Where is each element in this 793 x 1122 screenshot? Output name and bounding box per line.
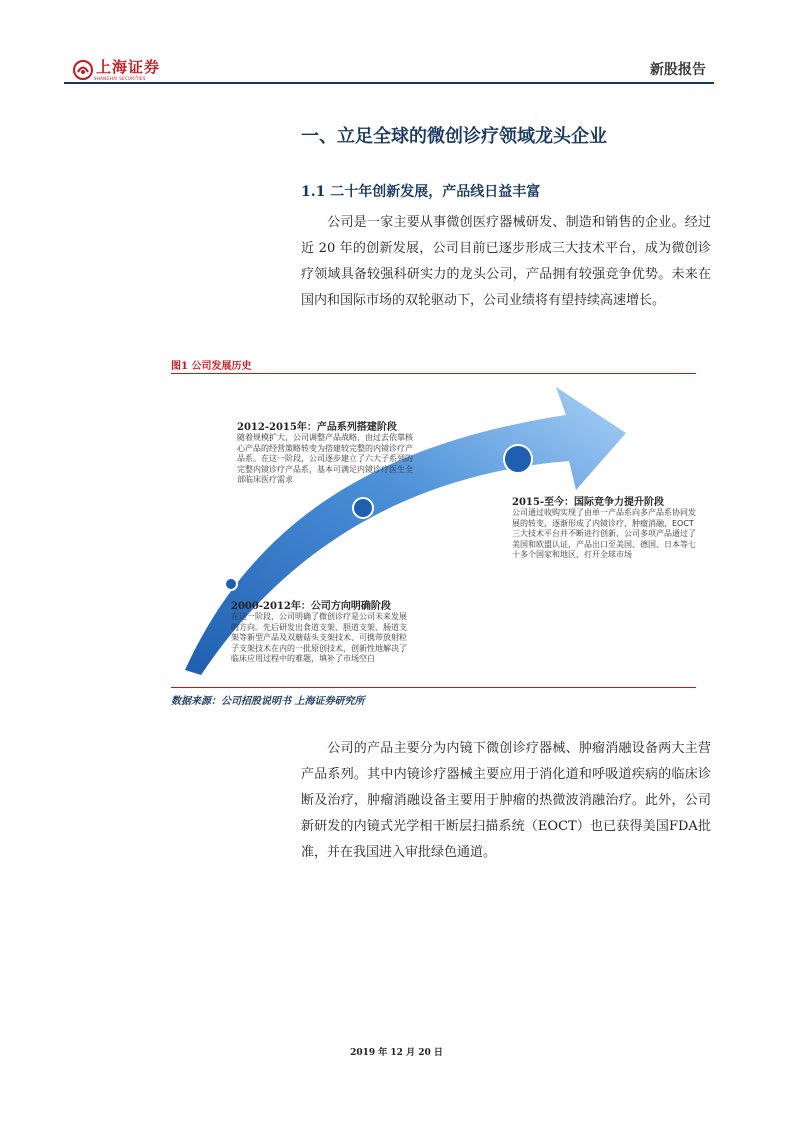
stage-2015-present — [512, 493, 696, 561]
stage-description: 公司通过收购实现了由单一产品系向多产品系协同发展的转变，逐渐形成了内镜诊疗、肿瘤消融、EOCT三大技术平台并不断进行创新，公司多项产品通过了美国和欧盟认证，产品出口至美国、德国、日本等七十多个国家和地区，打开全球市场 — [512, 508, 696, 559]
intro-paragraph — [301, 210, 711, 314]
intro-paragraph-text: 公司是一家主要从事微创医疗器械研发、制造和销售的企业。经过近 20 年的创新发展，公司目前已逐步形成三大技术平台，成为微创诊疗领域具备较强科研实力的龙头公司，产品拥有较强竞争优势。未来在国内和国际市场的双轮驱动下，公司业绩将有望持续高速增长。 — [301, 215, 711, 308]
stage-description: 在这一阶段，公司明确了微创诊疗是公司未来发展的方向。先后研发出食道支架、胆道支架、肠道支架等新型产品及双蘑菇头支架技术、可携带放射粒子支架技术在内的一批原创技术，创新性地解决了临床应用过程中的难题，填补了市场空白 — [231, 612, 407, 663]
stage-2012-2015 — [237, 418, 415, 486]
milestone-dot-2015 — [504, 445, 532, 473]
stage-title: 2000-2012年：公司方向明确阶段 — [231, 601, 391, 612]
stage-title: 2012-2015年：产品系列搭建阶段 — [237, 422, 397, 433]
figure-label: 图1 公司发展历史 — [171, 361, 252, 372]
section-title: 一、立足全球的微创诊疗领域龙头企业 — [301, 126, 607, 147]
company-logo-subtext: SHANGHAI SECURITIES — [94, 76, 146, 81]
report-type: 新股报告 — [650, 62, 706, 78]
header-divider — [64, 82, 714, 84]
milestone-dot-2000 — [225, 578, 237, 590]
company-logo-text: 上海证券 — [96, 58, 161, 76]
figure-top-rule — [171, 373, 696, 374]
stage-description: 随着规模扩大，公司调整产品战略，由过去依靠核心产品的经营策略转变为搭建较完整的内镜诊疗产品系。在这一阶段，公司逐步建立了六大子系列的完整内镜诊疗产品系，基本可满足内镜诊疗医生全部临床医疗需求 — [237, 433, 413, 484]
milestone-dot-2012 — [353, 498, 373, 518]
report-date: 2019 年 12 月 20 日 — [350, 1048, 443, 1058]
figure-source: 数据来源：公司招股说明书 上海证券研究所 — [171, 696, 365, 707]
stage-2000-2012 — [231, 597, 411, 665]
products-paragraph-text: 公司的产品主要分为内镜下微创诊疗器械、肿瘤消融设备两大主营产品系列。其中内镜诊疗器械主要应用于消化道和呼吸道疾病的临床诊断及治疗，肿瘤消融设备主要用于肿瘤的热微波消融治疗。此外，公司新研发的内镜式光学相干断层扫描系统（EOCT）也已获得美国FDA批准，并在我国进入审批绿色通道。 — [301, 741, 711, 860]
products-paragraph — [301, 736, 711, 866]
stage-title: 2015-至今：国际竞争力提升阶段 — [512, 497, 664, 508]
subsection-title: 1.1 二十年创新发展，产品线日益丰富 — [301, 184, 541, 200]
figure-bottom-rule — [171, 687, 696, 688]
company-logo-icon — [72, 60, 94, 80]
